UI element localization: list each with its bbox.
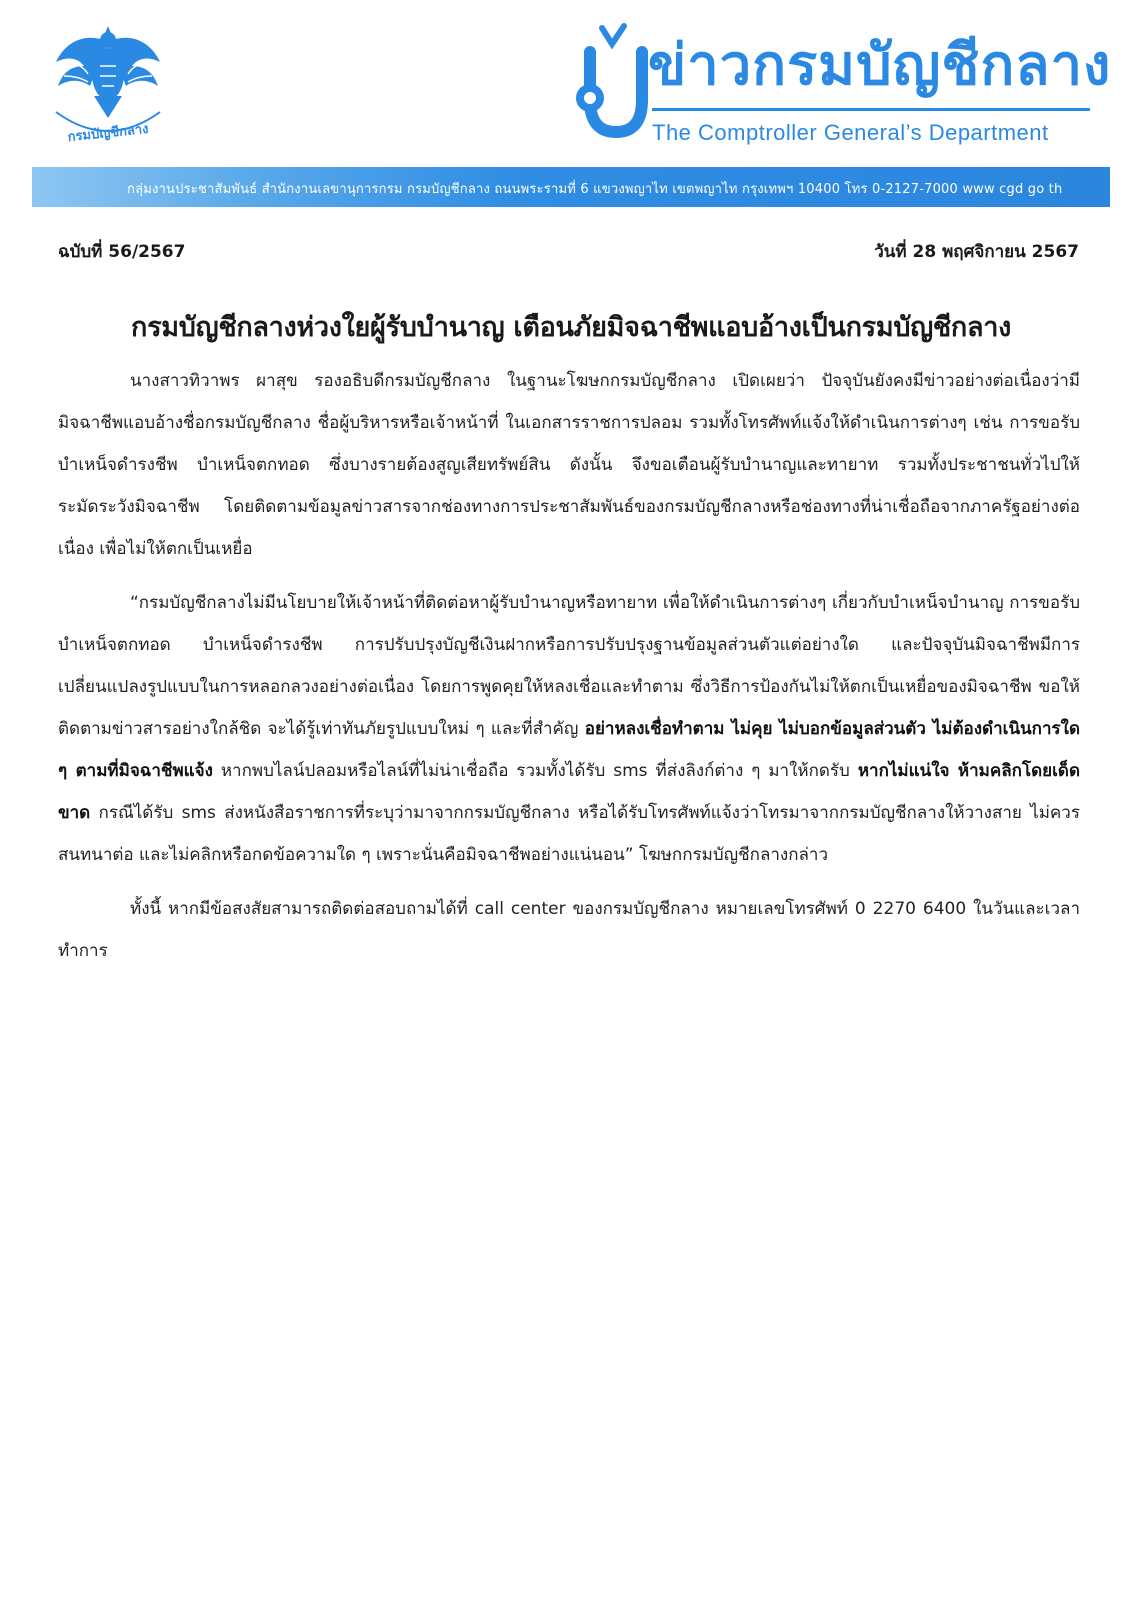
contact-bar [32, 167, 1110, 207]
article-body [58, 360, 1080, 984]
contact-bar-text: กลุ่มงานประชาสัมพันธ์ สำนักงานเลขานุการกรม กรมบัญชีกลาง ถนนพระรามที่ 6 แขวงพญาไท เขตพญาไท กรุงเทพฯ 10400 โทร 0-2127-7000 www cgd go th [127, 182, 1063, 197]
brand-divider [652, 108, 1090, 111]
paragraph-1: นางสาวทิวาพร ผาสุข รองอธิบดีกรมบัญชีกลาง ในฐานะโฆษกกรมบัญชีกลาง เปิดเผยว่า ปัจจุบันยังคงมีข่าวอย่างต่อเนื่องว่ามีมิจฉาชีพแอบอ้างชื่อกรมบัญชีกลาง ชื่อผู้บริหารหรือเจ้าหน้าที่ ในเอกสารราชการปลอม รวมทั้งโทรศัพท์แจ้งให้ดำเนินการต่างๆ เช่น การขอรับบำเหน็จดำรงชีพ บำเหน็จตกทอด ซึ่งบางรายต้องสูญเสียทรัพย์สิน ดังนั้น จึงขอเตือนผู้รับบำนาญและทายาท รวมทั้งประชาชนทั่วไปให้ระมัดระวังมิจฉาชีพ โดยติดตามข้อมูลข่าวสารจากช่องทางการประชาสัมพันธ์ของกรมบัญชีกลางหรือช่องทางที่น่าเชื่อถือจากภาครัฐอย่างต่อเนื่อง เพื่อไม่ให้ตกเป็นเหยื่อ [58, 371, 1080, 559]
issue-number: ฉบับที่ 56/2567 [58, 242, 186, 262]
paragraph-2-bold-warning: อย่าหลงเชื่อทำตาม ไม่คุย ไม่บอกข้อมูลส่วนตัว ไม่ต้องดำเนินการใด ๆ ตามที่มิจฉาชีพแจ้ง [58, 719, 1080, 781]
paragraph-2 [58, 582, 1080, 876]
paragraph-2-text-a: “กรมบัญชีกลางไม่มีนโยบายให้เจ้าหน้าที่ติดต่อหาผู้รับบำนาญหรือทายาท เพื่อให้ดำเนินการต่างๆ เกี่ยวกับบำเหน็จบำนาญ การขอรับบำเหน็จตกทอด บำเหน็จดำรงชีพ การปรับปรุงบัญชีเงินฝากหรือการปรับปรุงฐานข้อมูลส่วนตัวแต่อย่างใด และปัจจุบันมิจฉาชีพมีการเปลี่ยนแปลงรูปแบบในการหลอกลวงอย่างต่อเนื่อง โดยการพูดคุยให้หลงเชื่อและทำตาม ซึ่งวิธีการป้องกันไม่ให้ตกเป็นเหยื่อของมิจฉาชีพ ขอให้ติดตามข่าวสารอย่างใกล้ชิด จะได้รู้เท่าทันภัยรูปแบบใหม่ ๆ และที่สำคัญ [58, 593, 1080, 739]
release-date: วันที่ 28 พฤศจิกายน 2567 [874, 242, 1079, 262]
brand-english-title: The Comptroller General’s Department [652, 120, 1049, 145]
paragraph-2-text-c: กรณีได้รับ sms ส่งหนังสือราชการที่ระบุว่ามาจากกรมบัญชีกลาง หรือได้รับโทรศัพท์แจ้งว่าโทรมาจากกรมบัญชีกลางให้วางสาย ไม่ควรสนทนาต่อ และไม่คลิกหรือกดข้อความใด ๆ เพราะนั่นคือมิจฉาชีพอย่างแน่นอน” โฆษกกรมบัญชีกลางกล่าว [58, 803, 1080, 865]
brand-thai-title: ข่าวกรมบัญชีกลาง [648, 33, 1112, 98]
emblem-label: กรมบัญชีกลาง [67, 121, 150, 146]
paragraph-2-text-b: หากพบไลน์ปลอมหรือไลน์ที่ไม่น่าเชื่อถือ รวมทั้งได้รับ sms ที่ส่งลิงก์ต่าง ๆ มาให้กดรับ [212, 761, 858, 781]
garuda-emblem-logo [48, 22, 168, 152]
brand-letter-icon [560, 20, 655, 140]
paragraph-2-bold-noclick: หากไม่แน่ใจ ห้ามคลิกโดยเด็ดขาด [58, 761, 1080, 823]
brand-header [560, 20, 1112, 155]
paragraph-3: ทั้งนี้ หากมีข้อสงสัยสามารถติดต่อสอบถามได้ที่ call center ของกรมบัญชีกลาง หมายเลขโทรศัพท์ 0 2270 6400 ในวันและเวลาทำการ [58, 899, 1080, 961]
headline: กรมบัญชีกลางห่วงใยผู้รับบำนาญ เตือนภัยมิจฉาชีพแอบอ้างเป็นกรมบัญชีกลาง [131, 312, 1011, 343]
